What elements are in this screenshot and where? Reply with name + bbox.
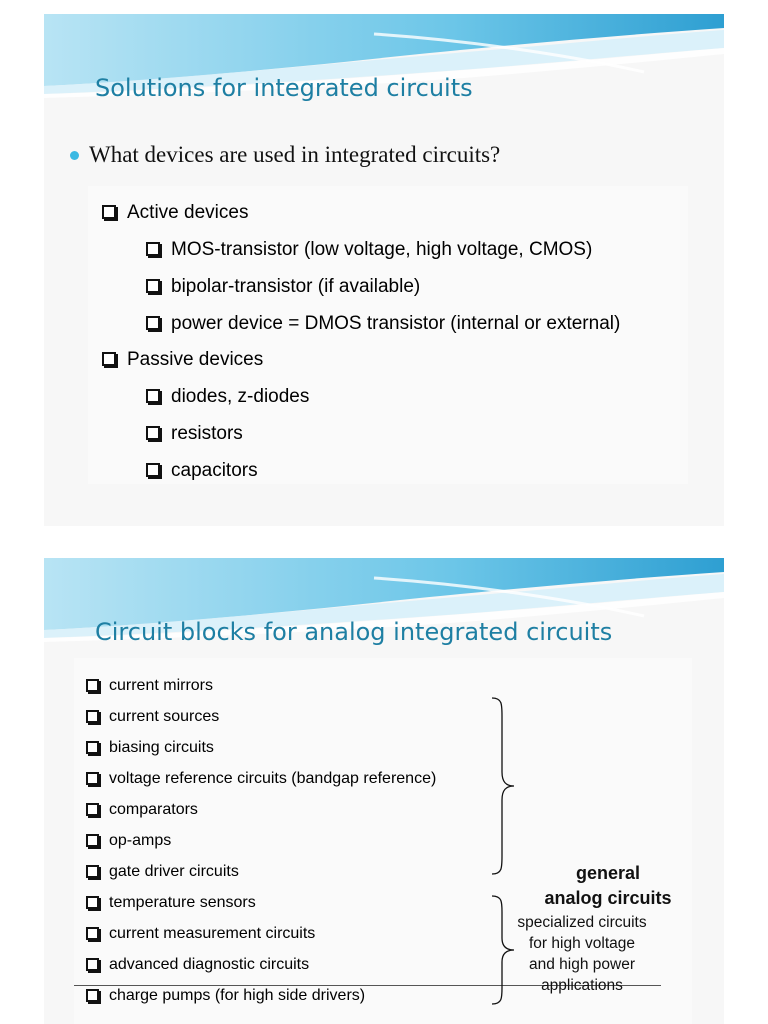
list-item-label: gate driver circuits	[109, 863, 239, 880]
list-item-label: Active devices	[127, 202, 249, 223]
checkbox-icon	[102, 352, 116, 366]
list-item	[86, 739, 214, 757]
checkbox-icon	[86, 896, 99, 909]
list-item-label: biasing circuits	[109, 739, 214, 756]
list-item	[146, 239, 592, 261]
slide-solutions	[44, 14, 724, 526]
list-item	[102, 349, 263, 371]
list-item-label: power device = DMOS transistor (internal or external)	[171, 313, 621, 334]
list-item-label: comparators	[109, 801, 198, 818]
header-wave-graphic	[44, 558, 724, 668]
checkbox-icon	[86, 741, 99, 754]
list-item-label: bipolar-transistor (if available)	[171, 276, 421, 297]
specialized-label-line: and high power	[529, 956, 635, 973]
list-item	[86, 832, 171, 850]
list-item	[102, 202, 248, 224]
checkbox-icon	[86, 772, 99, 785]
list-item-label: voltage reference circuits (bandgap reference)	[109, 770, 437, 787]
list-item	[146, 276, 420, 298]
list-item-label: diodes, z-diodes	[171, 386, 310, 407]
bullet-text: What devices are used in integrated circuits?	[89, 142, 501, 167]
list-item	[86, 677, 213, 695]
general-label-line: analog circuits	[544, 888, 672, 908]
slide-circuit-blocks	[44, 558, 724, 1024]
list-item	[86, 708, 219, 726]
list-item	[86, 894, 256, 912]
list-item-label: current mirrors	[109, 677, 214, 694]
list-item-label: MOS-transistor (low voltage, high voltage, CMOS)	[171, 239, 593, 260]
checkbox-icon	[102, 205, 116, 219]
checkbox-icon	[86, 989, 99, 1002]
checkbox-icon	[86, 865, 99, 878]
list-item	[86, 925, 315, 943]
checkbox-icon	[86, 710, 99, 723]
list-item	[86, 863, 239, 881]
list-item	[146, 386, 309, 408]
list-item	[86, 770, 436, 788]
device-list-box	[88, 186, 688, 484]
checkbox-icon	[146, 426, 160, 440]
list-item-label: current measurement circuits	[109, 925, 316, 942]
specialized-label-line: for high voltage	[529, 935, 635, 952]
checkbox-icon	[146, 389, 160, 403]
list-item	[86, 987, 365, 1005]
list-item	[86, 956, 309, 974]
list-item	[146, 460, 258, 482]
bullet-dot-icon	[70, 151, 79, 160]
general-brace-icon	[486, 696, 516, 876]
checkbox-icon	[86, 834, 99, 847]
list-item-label: current sources	[109, 708, 220, 725]
specialized-label-line: applications	[541, 977, 623, 994]
bullet-question	[70, 142, 500, 168]
list-item-label: charge pumps (for high side drivers)	[109, 987, 366, 1004]
list-item	[86, 801, 198, 819]
general-analog-label	[523, 861, 693, 911]
slide-title: Circuit blocks for analog integrated circuits	[95, 618, 613, 646]
list-item	[146, 423, 243, 445]
checkbox-icon	[146, 279, 160, 293]
header-wave-graphic	[44, 14, 724, 124]
specialized-label-line: specialized circuits	[517, 914, 647, 931]
list-item-label: resistors	[171, 423, 243, 444]
list-item-label: capacitors	[171, 460, 258, 481]
checkbox-icon	[86, 927, 99, 940]
general-label-line: general	[575, 863, 641, 883]
list-item-label: temperature sensors	[109, 894, 256, 911]
checkbox-icon	[86, 679, 99, 692]
list-item	[146, 313, 620, 335]
checkbox-icon	[86, 958, 99, 971]
checkbox-icon	[146, 463, 160, 477]
list-item-label: advanced diagnostic circuits	[109, 956, 310, 973]
checkbox-icon	[146, 316, 160, 330]
list-item-label: op-amps	[109, 832, 172, 849]
slide-title: Solutions for integrated circuits	[95, 74, 473, 102]
specialized-circuits-label	[497, 912, 667, 996]
checkbox-icon	[86, 803, 99, 816]
checkbox-icon	[146, 242, 160, 256]
list-item-label: Passive devices	[127, 349, 264, 370]
